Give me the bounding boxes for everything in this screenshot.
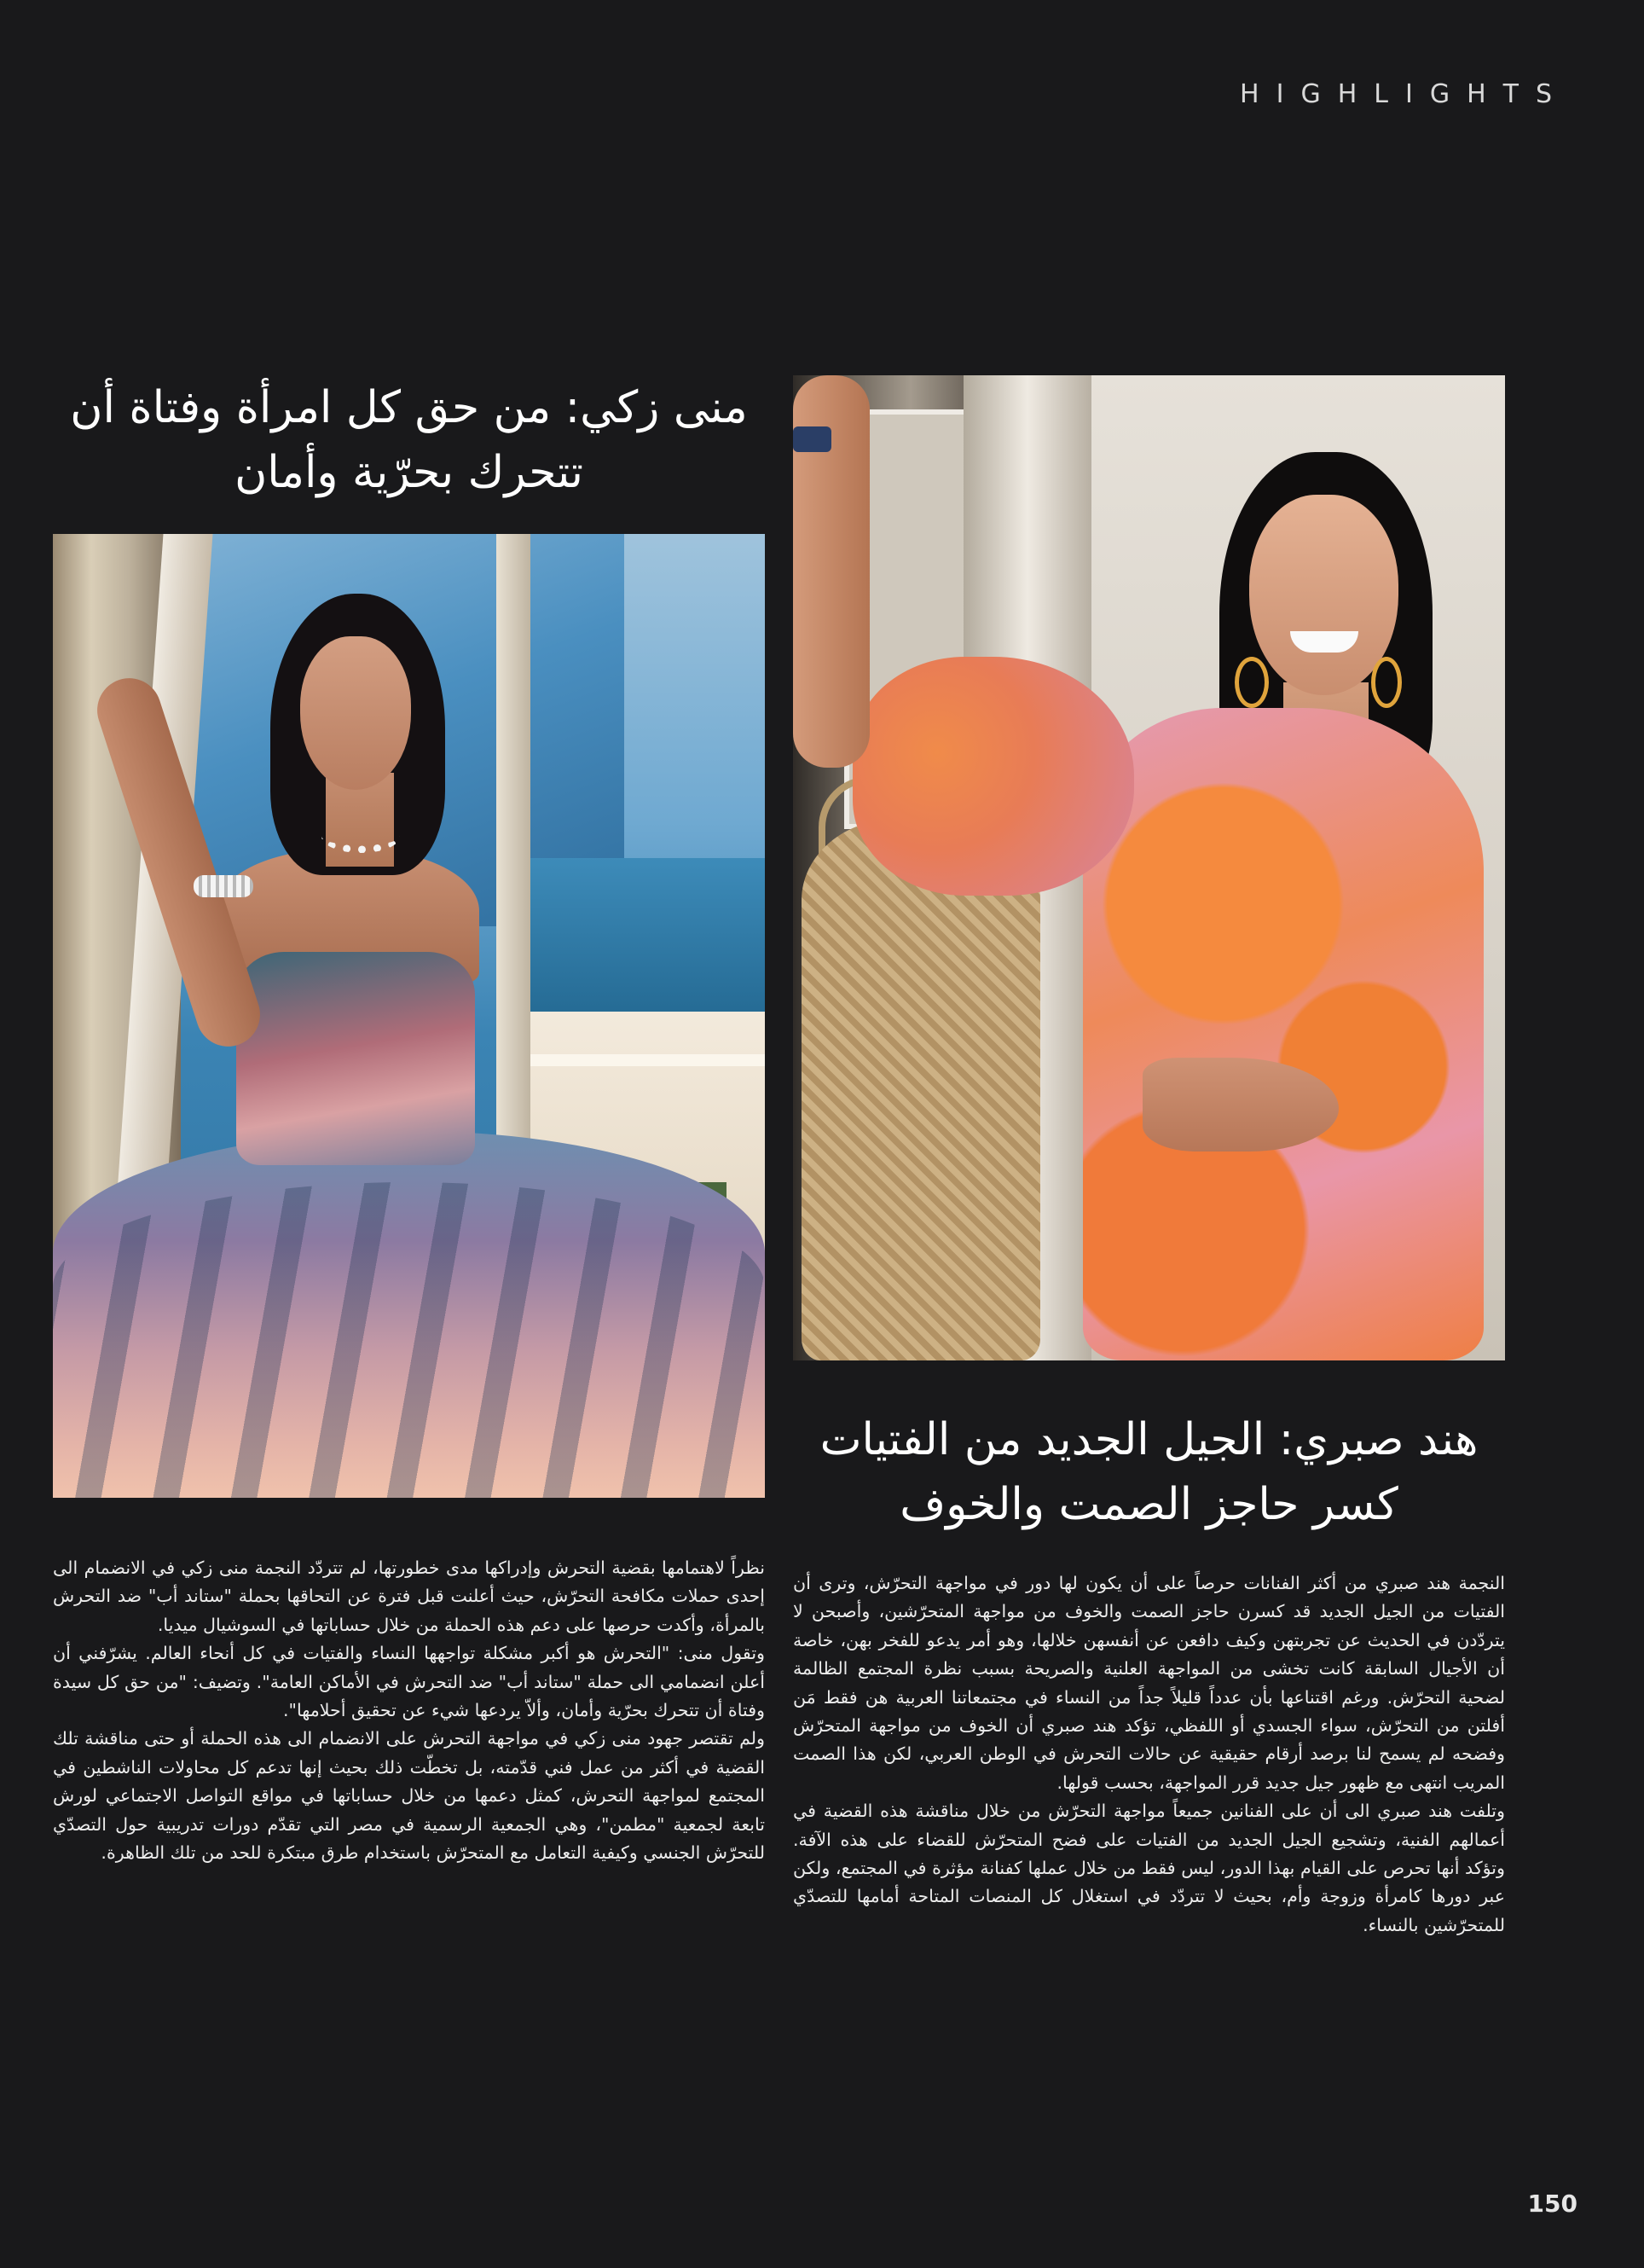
section-label: HIGHLIGHTS	[1240, 79, 1569, 109]
left-paragraph-1: نظراً لاهتمامها بقضية التحرش وإدراكها مدى خطورتها، لم تتردّد النجمة منى زكي في الانضمام الى إحدى حملات مكافحة التحرّش، حيث أعلنت قبل فترة عن التحاقها بحملة "ستاند أب" ضد التحرش بالمرأة، وأكدت حرصها على دعم هذه الحملة من خلال حساباتها في السوشيال ميديا.	[53, 1557, 765, 1635]
right-article-body	[793, 1569, 1505, 1940]
right-article-headline: هند صبري: الجيل الجديد من الفتيات كسر حاجز الصمت والخوف	[819, 1414, 1479, 1530]
left-article-photo	[53, 534, 765, 1498]
right-paragraph-1: النجمة هند صبري من أكثر الفنانات حرصاً على أن يكون لها دور في مواجهة التحرّش، وترى أن الفتيات من الجيل الجديد قد كسرن حاجز الصمت والخوف من مواجهة المتحرّشين، وأصبحن لا يتردّدن في الحديث عن تجربتهن وكيف دافعن عن أنفسهن خلالها، وهو أمر يدعو للفخر بهن، خاصة أن الأجيال السابقة كانت تخشى من المواجهة العلنية والصريحة بسبب نظرة المجتمع الظالمة لضحية التحرّش. ورغم اقتناعها بأن عدداً قليلاً جداً من النساء في مجتمعاتنا العربية هن فقط مَن أفلتن من التحرّش، سواء الجسدي أو اللفظي، تؤكد هند صبري أن الخوف من مواجهة المتحرّش وفضحه لم يسمح لنا برصد أرقام حقيقية عن حالات التحرش في الوطن العربي، لكن هذا الصمت المريب انتهى مع ظهور جيل جديد قرر المواجهة، بحسب قولها.	[793, 1573, 1505, 1793]
page-number: 150	[1527, 2190, 1577, 2218]
right-article-photo	[793, 375, 1505, 1360]
left-paragraph-3: ولم تقتصر جهود منى زكي في مواجهة التحرش على الانضمام الى هذه الحملة أو حتى مناقشة تلك القضية في أكثر من عمل فني قدّمته، بل تخطّت ذلك بحيث إنها تدعم كل محاولات الناشطين في المجتمع لمواجهة التحرش، كمثل دعمها من خلال حساباتها في مواقع التواصل الاجتماعي لورش تابعة لجمعية "مطمن"، وهي الجمعية الرسمية في مصر التي تقدّم دورات تدريبية حول التصدّي للتحرّش الجنسي وكيفية التعامل مع المتحرّش باستخدام طرق مبتكرة للحد من تلك الظاهرة.	[53, 1728, 765, 1864]
left-article-body	[53, 1554, 765, 1867]
left-paragraph-2: وتقول منى: "التحرش هو أكبر مشكلة تواجهها النساء والفتيات في كل أنحاء العالم. يشرّفني أن أعلن انضمامي الى حملة "ستاند أب" ضد التحرش في الأماكن العامة". وتضيف: "من حق كل سيدة وفتاة أن تتحرك بحرّية وأمان، وألاّ يردعها شيء عن تحقيق أحلامها".	[53, 1643, 765, 1721]
left-article-headline: منى زكي: من حق كل امرأة وفتاة أن تتحرك بحرّية وأمان	[70, 382, 748, 498]
right-paragraph-2: وتلفت هند صبري الى أن على الفنانين جميعاً مواجهة التحرّش من خلال مناقشة هذه القضية في أعمالهم الفنية، وتشجيع الجيل الجديد من الفتيات على فضح المتحرّش للقضاء على هذه الآفة. وتؤكد أنها تحرص على القيام بهذا الدور، ليس فقط من خلال عملها كفنانة مؤثرة في المجتمع، ولكن عبر دورها كامرأة وزوجة وأم، بحيث لا تتردّد في استغلال كل المنصات المتاحة أمامها للتصدّي للمتحرّشين بالنساء.	[793, 1801, 1505, 1935]
